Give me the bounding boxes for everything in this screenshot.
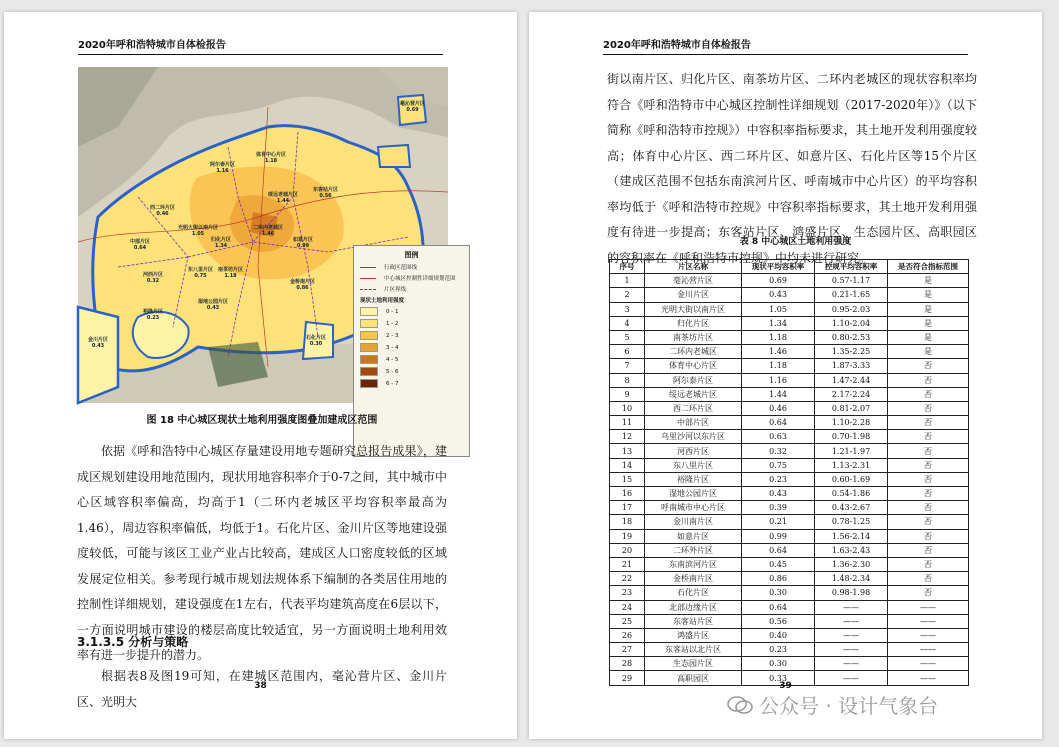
figure-caption: 图 18 中心城区现状土地利用强度图叠加建成区范围: [146, 415, 378, 426]
table-cell: 否: [888, 458, 969, 472]
table-cell: 1.36-2.30: [815, 557, 888, 571]
page-number: 38: [254, 681, 267, 691]
table-cell: ——: [815, 671, 888, 685]
table-cell: 0.64: [742, 543, 815, 557]
table-cell: 0.63: [742, 430, 815, 444]
table-cell: 0.46: [742, 401, 815, 415]
table-cell: 否: [888, 543, 969, 557]
table-cell: 0.78-1.25: [815, 515, 888, 529]
map-label: 东八里片区 0.75: [188, 267, 214, 279]
table-cell: 15: [610, 472, 645, 486]
table-cell: 乌里沙河以东片区: [645, 430, 742, 444]
table-body: [610, 274, 969, 685]
table-cell: 7: [610, 359, 645, 373]
table-cell: 0.81-2.07: [815, 401, 888, 415]
table-cell: 24: [610, 600, 645, 614]
table-cell: 1.87-3.33: [815, 359, 888, 373]
table-cell: 26: [610, 628, 645, 642]
table-row: [610, 572, 969, 586]
table-cell: 是: [888, 330, 969, 344]
table-row: [610, 628, 969, 642]
table-cell: 2: [610, 288, 645, 302]
table-cell: 是: [888, 274, 969, 288]
legend-range: 1 - 2: [386, 320, 399, 327]
table-cell: 29: [610, 671, 645, 685]
table-cell: 中部片区: [645, 416, 742, 430]
table-row: [610, 274, 969, 288]
page-number: 39: [779, 681, 792, 691]
wechat-icon: [727, 696, 753, 714]
map-label: 湿地公园片区 0.43: [198, 299, 229, 311]
table-cell: 是: [888, 345, 969, 359]
legend-range: 2 - 3: [386, 332, 399, 339]
table-cell: 生态园片区: [645, 657, 742, 671]
table-cell: 1.21-1.97: [815, 444, 888, 458]
table-row: [610, 387, 969, 401]
table-cell: 石化片区: [645, 586, 742, 600]
table-cell: 高职园区: [645, 671, 742, 685]
legend-range: 4 - 5: [386, 356, 399, 363]
table-cell: 二环外片区: [645, 543, 742, 557]
table-cell: 否: [888, 501, 969, 515]
table-cell: 河西片区: [645, 444, 742, 458]
map-label: 二环内老城区 1.46: [253, 225, 284, 237]
table-cell: 东八里片区: [645, 458, 742, 472]
table-cell: 1.48-2.34: [815, 572, 888, 586]
table-cell: 1.18: [742, 330, 815, 344]
table-row: [610, 543, 969, 557]
table-cell: ——: [815, 657, 888, 671]
table-cell: 0.64: [742, 416, 815, 430]
table-row: [610, 444, 969, 458]
table-cell: 0.43-2.67: [815, 501, 888, 515]
table-cell: 18: [610, 515, 645, 529]
table-cell: 22: [610, 572, 645, 586]
legend-line-label: 行政区范围线: [384, 265, 418, 271]
table-cell: 14: [610, 458, 645, 472]
table-caption: 表 8 中心城区土地利用强度: [739, 237, 852, 247]
map-label: 绥远老城片区 1.44: [268, 192, 299, 204]
table-cell: 20: [610, 543, 645, 557]
table-cell: 1.56-2.14: [815, 529, 888, 543]
legend-range: 3 - 4: [386, 344, 399, 351]
table-cell: 8: [610, 373, 645, 387]
table-cell: ——: [888, 671, 969, 685]
table-cell: 0.86: [742, 572, 815, 586]
table-cell: 1.10-2.28: [815, 416, 888, 430]
col-header: 现状平均容积率: [742, 260, 815, 274]
table-cell: 6: [610, 345, 645, 359]
table-cell: 光明大街以南片区: [645, 302, 742, 316]
table-cell: 0.43: [742, 487, 815, 501]
table-row: [610, 401, 969, 415]
watermark: [727, 690, 938, 719]
table-cell: 0.30: [742, 586, 815, 600]
table-cell: 1.63-2.43: [815, 543, 888, 557]
body-paragraph: 街以南片区、归化片区、南茶坊片区、二环内老城区的现状容积率均符合《呼和浩特市中心城区控制性详细规划（2017-2020年）》（以下简称《呼和浩特市控规》）中容积率指标要求，其土地开发利用强度较高；体育中心片区、西二环片区、如意片区、石化片区等15个片区（建成区范围不包括东南滨河片区、呼南城市中心片区）的平均容积率均低于《呼和浩特市控规》中容积率指标要求，其土地开发利用强度有待进一步提高；东客站片区、鸿盛片区、生态园片区、高职园区的容积率在《呼和浩特市控规》中均未进行研究。: [607, 72, 977, 265]
table-cell: 否: [888, 430, 969, 444]
land-use-intensity-map: [78, 67, 456, 403]
table-cell: 1.16: [742, 373, 815, 387]
table-cell: ——: [815, 643, 888, 657]
table-cell: 17: [610, 501, 645, 515]
table-cell: 0.39: [742, 501, 815, 515]
legend-scale-title: 现状土地利用强度: [360, 298, 405, 304]
table-cell: 0.32: [742, 444, 815, 458]
table-cell: 5: [610, 330, 645, 344]
table-cell: 16: [610, 487, 645, 501]
table-cell: ——: [815, 614, 888, 628]
table-cell: 0.64: [742, 600, 815, 614]
table-cell: 1.47-2.44: [815, 373, 888, 387]
table-header-row: [610, 260, 969, 274]
map-label: 东客站片区 0.56: [313, 187, 339, 199]
table-cell: 0.21: [742, 515, 815, 529]
table-cell: 是: [888, 288, 969, 302]
table-cell: 0.70-1.98: [815, 430, 888, 444]
table-cell: 0.98-1.98: [815, 586, 888, 600]
table-cell: 0.40: [742, 628, 815, 642]
table-cell: 绥远老城片区: [645, 387, 742, 401]
table-cell: 裕隆片区: [645, 472, 742, 486]
body-paragraph: 依据《呼和浩特中心城区存量建设用地专题研究总报告成果》，建成区规划建设用地范围内，现状用地容积率介于0-7之间，其中城市中心区域容积率偏高，均高于1（二环内老城区平均容积率最高为1.46），周边容积率偏低，均低于1。石化片区、金川片区等地建设强度较低，可能与该区工业产业占比较高，建成区人口密度较低的区域发展定位相关。参考现行城市规划法规体系下编制的各类居住用地的控制性详细规划，建设强度在1左右，代表平均建筑高度在6层以下，一方面说明城市建设的楼层高度比较适宜，另一方面说明土地利用效率有进一步提升的潜力。: [77, 444, 447, 662]
table-cell: 0.54-1.86: [815, 487, 888, 501]
table-cell: ——: [815, 628, 888, 642]
table-row: [610, 487, 969, 501]
table-cell: 25: [610, 614, 645, 628]
col-header: 是否符合指标范围: [888, 260, 969, 274]
table-row: [610, 458, 969, 472]
table-cell: 否: [888, 515, 969, 529]
table-cell: 毫沁营片区: [645, 274, 742, 288]
right-page: [529, 12, 1042, 739]
table-cell: 1.18: [742, 359, 815, 373]
table-cell: 金川南片区: [645, 515, 742, 529]
col-header: 片区名称: [645, 260, 742, 274]
table-cell: 10: [610, 401, 645, 415]
watermark-text: 公众号 · 设计气象台: [759, 694, 939, 718]
legend-range: 0 - 1: [386, 308, 399, 315]
table-cell: 否: [888, 529, 969, 543]
table-cell: 19: [610, 529, 645, 543]
legend-line-label: 中心城区控制性详细规划范围: [384, 276, 456, 282]
table-cell: 9: [610, 387, 645, 401]
table-cell: 湿地公园片区: [645, 487, 742, 501]
table-cell: 1.46: [742, 345, 815, 359]
table-row: [610, 614, 969, 628]
table-cell: 1.05: [742, 302, 815, 316]
table-cell: 否: [888, 401, 969, 415]
left-page: [4, 12, 517, 739]
table-cell: 否: [888, 387, 969, 401]
table-cell: ——: [888, 643, 969, 657]
map-label: 裕隆片区 0.23: [143, 309, 164, 321]
table-cell: 归化片区: [645, 316, 742, 330]
table-row: [610, 416, 969, 430]
col-header: 序号: [610, 260, 645, 274]
table-cell: 4: [610, 316, 645, 330]
map-label: 体育中心片区 1.18: [256, 152, 287, 164]
table-row: [610, 586, 969, 600]
table-cell: 1.35-2.25: [815, 345, 888, 359]
legend-range: 6 - 7: [386, 380, 399, 387]
map-label: 中部片区 0.64: [130, 239, 151, 251]
table-cell: 体育中心片区: [645, 359, 742, 373]
col-header: 控规平均容积率: [815, 260, 888, 274]
table-row: [610, 302, 969, 316]
table-cell: 是: [888, 302, 969, 316]
table-cell: 否: [888, 572, 969, 586]
table-cell: 否: [888, 557, 969, 571]
table-cell: 1.34: [742, 316, 815, 330]
table-cell: 0.57-1.17: [815, 274, 888, 288]
table-cell: 0.23: [742, 643, 815, 657]
section-heading: 3.1.3.5 分析与策略: [77, 635, 189, 649]
table-cell: 0.60-1.69: [815, 472, 888, 486]
table-row: [610, 529, 969, 543]
table-cell: 金桥南片区: [645, 572, 742, 586]
table-cell: 2.17-2.24: [815, 387, 888, 401]
table-cell: 东客站以北片区: [645, 643, 742, 657]
table-cell: 0.30: [742, 657, 815, 671]
table-cell: 西二环片区: [645, 401, 742, 415]
table-cell: 3: [610, 302, 645, 316]
table-cell: 阿尔泰片区: [645, 373, 742, 387]
table-cell: 28: [610, 657, 645, 671]
table-cell: 二环内老城区: [645, 345, 742, 359]
table-cell: ——: [888, 600, 969, 614]
map-label: 如意片区 0.99: [293, 237, 314, 249]
table-row: [610, 345, 969, 359]
table-row: [610, 657, 969, 671]
table-cell: ——: [888, 657, 969, 671]
map-label: 南茶坊片区 1.18: [218, 267, 244, 279]
table-cell: 0.21-1.65: [815, 288, 888, 302]
land-use-table: [609, 259, 969, 686]
table-row: [610, 373, 969, 387]
table-cell: 否: [888, 487, 969, 501]
table-cell: 1.10-2.04: [815, 316, 888, 330]
legend-range: 5 - 6: [386, 368, 399, 375]
map-label: 河西片区 0.32: [143, 272, 164, 284]
page-header: 2020年呼和浩特城市自体检报告: [603, 36, 968, 55]
table-cell: 0.75: [742, 458, 815, 472]
table-row: [610, 501, 969, 515]
table-cell: 0.43: [742, 288, 815, 302]
map-label: 金川片区 0.43: [88, 337, 109, 349]
table-cell: 呼南城市中心片区: [645, 501, 742, 515]
table-cell: 否: [888, 359, 969, 373]
table-cell: 东南滨河片区: [645, 557, 742, 571]
table-row: [610, 330, 969, 344]
table-cell: 否: [888, 373, 969, 387]
table-cell: 东客站片区: [645, 614, 742, 628]
page-header: 2020年呼和浩特城市自体检报告: [78, 36, 443, 55]
table-cell: 否: [888, 444, 969, 458]
table-cell: 23: [610, 586, 645, 600]
table-cell: 如意片区: [645, 529, 742, 543]
map-label: 光明大街以南片区 1.05: [178, 225, 219, 237]
map-label: 西二环片区 0.46: [150, 205, 176, 217]
map-label: 归化片区 1.34: [211, 237, 232, 249]
table-row: [610, 430, 969, 444]
table-cell: 是: [888, 316, 969, 330]
table-cell: 1.44: [742, 387, 815, 401]
table-row: [610, 472, 969, 486]
table-cell: 南茶坊片区: [645, 330, 742, 344]
legend-title: 图例: [404, 251, 419, 259]
table-row: [610, 557, 969, 571]
table-cell: 21: [610, 557, 645, 571]
table-row: [610, 359, 969, 373]
table-cell: 否: [888, 586, 969, 600]
table-cell: 0.80-2.53: [815, 330, 888, 344]
table-cell: 11: [610, 416, 645, 430]
table-cell: 13: [610, 444, 645, 458]
table-row: [610, 288, 969, 302]
table-row: [610, 643, 969, 657]
table-cell: 金川片区: [645, 288, 742, 302]
map-label: 金桥南片区 0.86: [290, 279, 316, 291]
table-cell: 0.69: [742, 274, 815, 288]
table-row: [610, 515, 969, 529]
legend-line-label: 片区界线: [384, 287, 407, 293]
table-cell: 1.13-2.31: [815, 458, 888, 472]
table-cell: 否: [888, 416, 969, 430]
table-cell: 0.56: [742, 614, 815, 628]
table-cell: ——: [815, 600, 888, 614]
table-cell: ——: [888, 628, 969, 642]
table-cell: 0.99: [742, 529, 815, 543]
table-row: [610, 316, 969, 330]
table-cell: 0.33: [742, 671, 815, 685]
table-cell: 北部边缘片区: [645, 600, 742, 614]
table-cell: ——: [888, 614, 969, 628]
table-cell: 0.95-2.03: [815, 302, 888, 316]
table-cell: 12: [610, 430, 645, 444]
table-cell: 1: [610, 274, 645, 288]
table-cell: 鸿盛片区: [645, 628, 742, 642]
table-cell: 0.23: [742, 472, 815, 486]
table-row: [610, 600, 969, 614]
map-label: 石化片区 0.30: [306, 335, 327, 347]
table-cell: 27: [610, 643, 645, 657]
map-label: 毫沁营片区 0.69: [400, 101, 426, 113]
map-label: 阿尔泰片区 1.16: [210, 162, 236, 174]
table-cell: 0.45: [742, 557, 815, 571]
body-paragraph: 根据表8及图19可知，在建城区范围内，毫沁营片区、金川片区、光明大: [77, 669, 447, 709]
table-cell: 否: [888, 472, 969, 486]
